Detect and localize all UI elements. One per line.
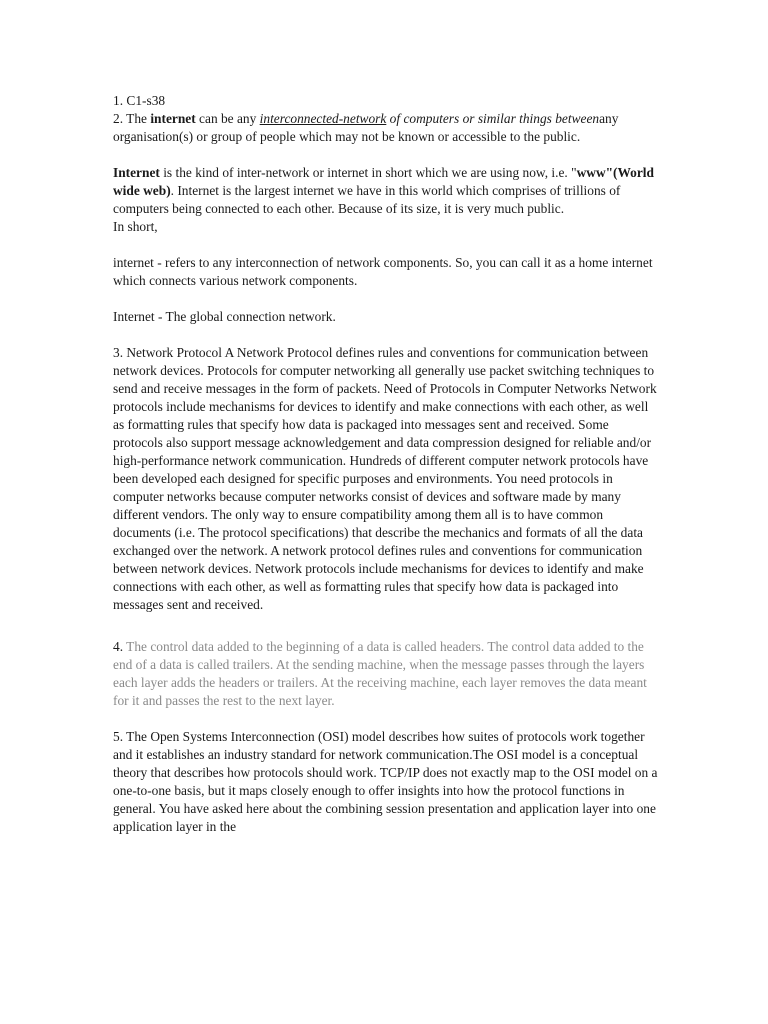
paragraph-internet-definition — [113, 110, 658, 146]
text-run: any organisation(s) or group of people which may not be known or accessible to the public. — [113, 111, 619, 144]
italic-run: of computers or similar things between — [386, 111, 600, 126]
italic-underlined-term: interconnected-network — [259, 111, 387, 126]
spacer — [113, 146, 658, 164]
paragraph-osi-model: 5. The Open Systems Interconnection (OSI) model describes how suites of protocols work together and it establishes an industry standard for network communication.The OSI model is a conceptual theory that describes how protocols should work. TCP/IP does not exactly map to the OSI model on a one-to-one basis, but it maps closely enough to offer insights into how the protocol functions in general. You have asked here about the combining session presentation and application layer into one application layer in the — [113, 729, 658, 834]
text-run: 2. The — [113, 111, 151, 126]
text-run: is the kind of inter-network or internet in short which we are using now, i.e. " — [159, 165, 577, 180]
paragraph-in-short: In short, — [113, 219, 158, 234]
spacer — [113, 710, 658, 728]
text-run: . Internet is the largest internet we have in this world which comprises of trillions of computers being connected to each other. Because of its size, it is very much public. — [113, 183, 621, 216]
text-run: can be any — [195, 111, 260, 126]
paragraph-network-protocol: 3. Network Protocol A Network Protocol defines rules and conventions for communication between network devices. Protocols for computer networking all generally use packet switching techniques to send and receive messages in the form of packets. Need of Protocols in Computer Networks Network protocols include mechanisms for devices to identify and make connections with each other, as well as formatting rules that specify how data is packaged into messages sent and received. Some protocols also support message acknowledgement and data compression designed for reliable and/or high-performance network communication. Hundreds of different computer network protocols have been developed each designed for specific purposes and environments. You need protocols in computer networks because computer networks consist of devices and software made by many different vendors. The only way to ensure compatibility among them all is to have common documents (i.e. The protocol specifications) that describe the mechanics and formats of all the data exchanged over the network. A network protocol defines rules and conventions for communication between network devices. Network protocols include mechanisms for devices to identify and make connections with each other, as well as formatting rules that specify how data is packaged into messages sent and received. — [113, 345, 657, 612]
bold-term-internet-capital: Internet — [113, 165, 160, 180]
paragraph-global-network: Internet - The global connection network. — [113, 309, 336, 324]
bold-term-internet: internet — [150, 111, 196, 126]
spacer — [113, 290, 658, 308]
bold-term-www: www"(World wide web) — [113, 165, 654, 198]
spacer — [113, 614, 658, 638]
paragraph-headers-trailers — [113, 638, 658, 710]
document-page — [113, 92, 658, 836]
spacer — [113, 326, 658, 344]
paragraph-internet-www — [113, 164, 658, 218]
paragraph-internet-lowercase: internet - refers to any interconnection of network components. So, you can call it as a home internet which connects various network components. — [113, 255, 653, 288]
item-4-number: 4. — [113, 639, 124, 654]
item-1-heading: 1. C1-s38 — [113, 93, 166, 108]
text-run: The control data added to the beginning of a data is called headers. The control data added to the end of a data is called trailers. At the sending machine, when the message passes through the layers each layer adds the headers or trailers. At the receiving machine, each layer removes the data meant for it and passes the rest to the next layer. — [113, 639, 647, 708]
spacer — [113, 236, 658, 254]
